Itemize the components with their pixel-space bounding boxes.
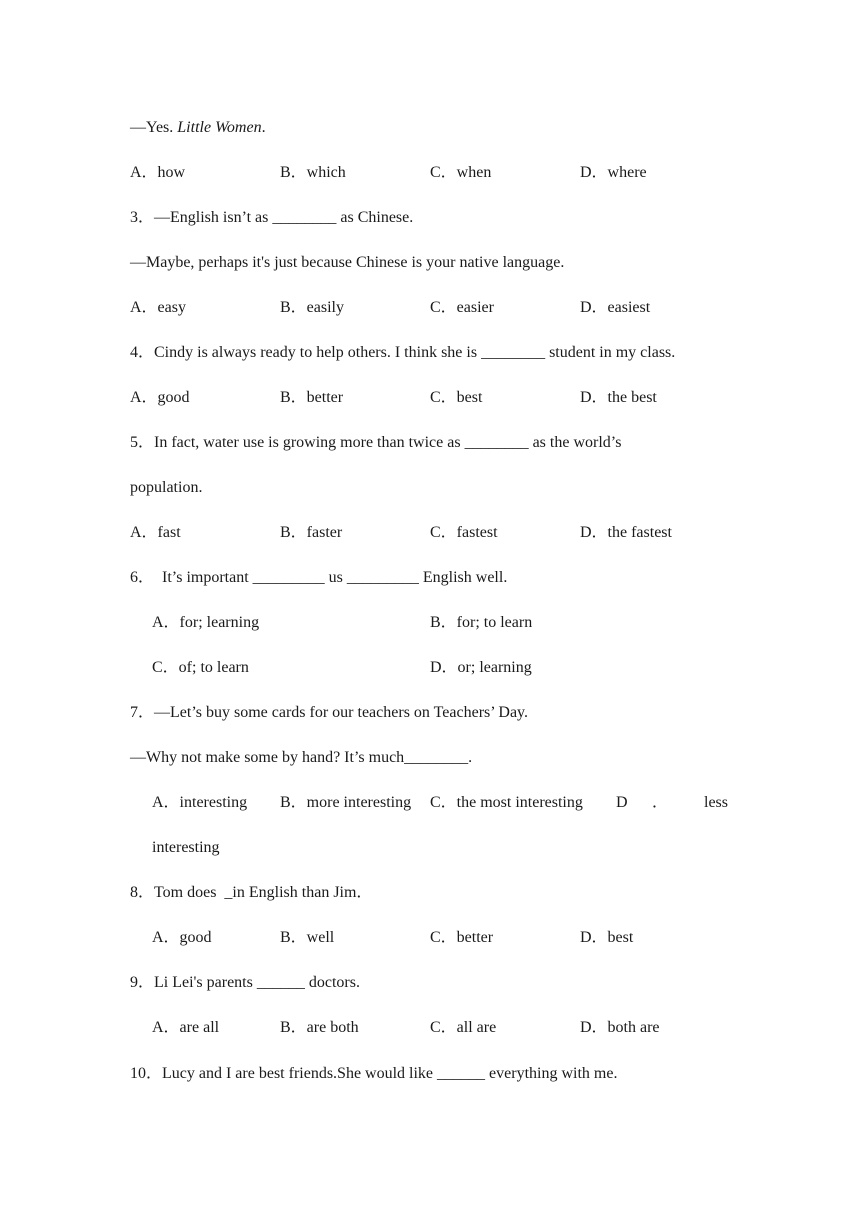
q9-question: 9．Li Lei's parents ______ doctors.: [130, 974, 360, 991]
q9-option-c: C．all are: [430, 1019, 497, 1036]
q3-option-b: B．easily: [280, 299, 344, 316]
q7-option-d-wrap: interesting: [152, 839, 220, 856]
q5-option-a: A．fast: [130, 524, 181, 541]
q7-option-d-letter: D: [616, 794, 628, 811]
q3-option-a: A．easy: [130, 299, 186, 316]
q9-option-a: A．are all: [152, 1019, 220, 1036]
q5-option-d: D．the fastest: [580, 524, 672, 541]
q10-question: 10．Lucy and I are best friends.She would like ______ everything with me.: [130, 1065, 618, 1082]
q9-option-d: D．both are: [580, 1019, 660, 1036]
q2-answer-prefix: —Yes.: [130, 119, 178, 136]
q7-reply: —Why not make some by hand? It’s much________.: [130, 749, 473, 766]
q2-option-a: A．how: [130, 164, 186, 181]
q7-question: 7．—Let’s buy some cards for our teachers on Teachers’ Day.: [130, 704, 529, 721]
q6-option-b: B．for; to learn: [430, 614, 533, 631]
q4-option-b: B．better: [280, 389, 344, 406]
q4-option-c: C．best: [430, 389, 483, 406]
q6-option-c: C．of; to learn: [152, 659, 249, 676]
q6-option-d: D．or; learning: [430, 659, 532, 676]
q3-option-c: C．easier: [430, 299, 494, 316]
q8-question: 8．Tom does _in English than Jim．: [130, 884, 373, 901]
q7-option-d-text: less: [704, 794, 728, 811]
q5-option-b: B．faster: [280, 524, 343, 541]
q6-question: 6． It’s important _________ us _________ English well.: [130, 569, 508, 586]
q4-question: 4．Cindy is always ready to help others. I think she is ________ student in my class.: [130, 344, 676, 361]
q3-reply: —Maybe, perhaps it's just because Chinese is your native language.: [130, 254, 565, 271]
q4-option-d: D．the best: [580, 389, 657, 406]
q8-option-b: B．well: [280, 929, 335, 946]
q7-option-a: A．interesting: [152, 794, 248, 811]
q5-option-c: C．fastest: [430, 524, 498, 541]
q2-option-d: D．where: [580, 164, 647, 181]
q5-question-continued: population.: [130, 479, 203, 496]
q8-option-a: A．good: [152, 929, 212, 946]
q2-option-b: B．which: [280, 164, 346, 181]
q3-option-d: D．easiest: [580, 299, 651, 316]
q8-option-c: C．better: [430, 929, 494, 946]
book-title: Little Women: [177, 119, 262, 136]
q3-question: 3．—English isn’t as ________ as Chinese.: [130, 209, 414, 226]
q5-question: 5．In fact, water use is growing more than twice as ________ as the world’s: [130, 434, 622, 451]
q2-option-c: C．when: [430, 164, 492, 181]
q6-option-a: A．for; learning: [152, 614, 260, 631]
q7-option-b: B．more interesting: [280, 794, 412, 811]
q2-answer-line: [130, 118, 266, 138]
q8-option-d: D．best: [580, 929, 634, 946]
q9-option-b: B．are both: [280, 1019, 359, 1036]
q7-option-d-dot: ．: [652, 794, 669, 811]
q7-option-c: C．the most interesting: [430, 794, 583, 811]
q2-answer-suffix: .: [261, 119, 266, 136]
q4-option-a: A．good: [130, 389, 190, 406]
